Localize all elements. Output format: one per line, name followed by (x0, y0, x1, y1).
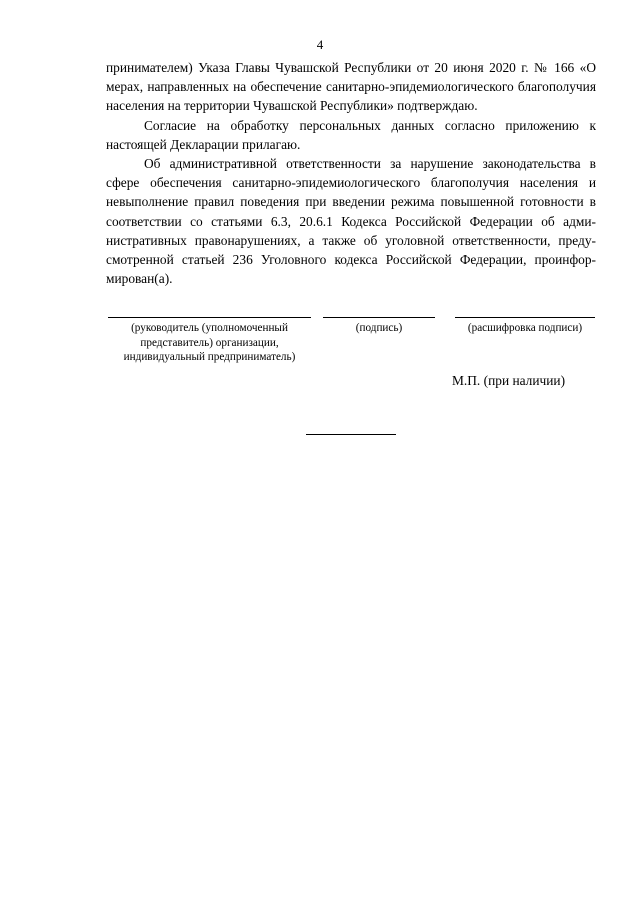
end-rule (306, 434, 396, 435)
page-number: 4 (316, 37, 324, 52)
signature-caption: (подпись) (355, 322, 403, 334)
paragraph-liability-notice: Об административной ответственности за нарушение законодательства в сфере обеспечения санитарно-эпидемиологического благополучия населения и невыполнение правил поведения при введении режима повышенной готовности в соответствии со статьями 6.3, 20.6.1 Кодекса Российской Федерации об административных правонарушениях, а также об уголовной ответственности, предусмотренной статьей 236 Уголовного кодекса Российской Федерации, проинформирован(а). (106, 156, 596, 287)
signature-line (323, 317, 435, 318)
paragraph-personal-data-consent: Согласие на обработку персональных данных согласно приложению к настоящей Декларации прилагаю. (106, 117, 596, 152)
head-signature-line (108, 317, 311, 318)
declaration-body (106, 58, 596, 288)
signature-decode-caption: (расшифровка подписи) (467, 322, 583, 334)
stamp-note: М.П. (при наличии) (452, 373, 566, 388)
signature-decode-line (455, 317, 595, 318)
paragraph-confirmation: принимателем) Указа Главы Чувашской Республики от 20 июня 2020 г. № 166 «О мерах, направленных на обеспечение санитарно-эпидемиологического благополучия населения на территории Чувашской Республики» подтверждаю. (106, 60, 596, 114)
head-caption: (руководитель (уполномоченный представитель) организации, индивидуальный предприниматель) (123, 322, 296, 363)
